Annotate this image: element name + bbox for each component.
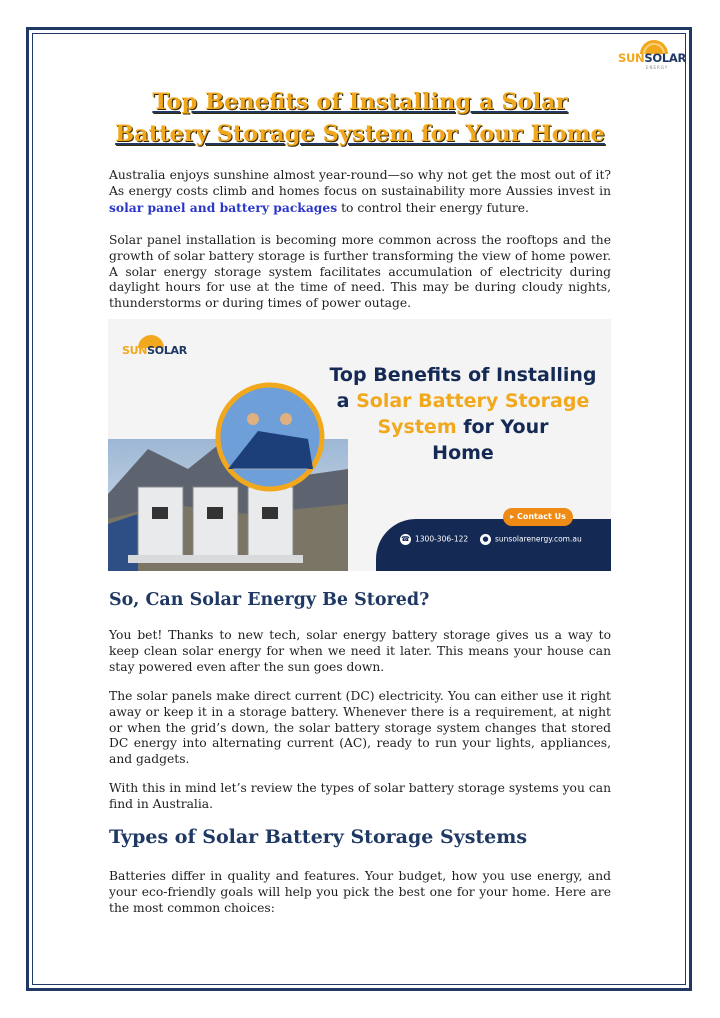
contact-us-button: ▸ Contact Us xyxy=(503,508,573,526)
chevron-right-icon: ▸ xyxy=(510,512,517,521)
brand-logo xyxy=(618,38,688,78)
battery-cabinets-icon xyxy=(128,487,303,563)
banner-phone: ☎ 1300-306-122 xyxy=(401,534,469,544)
banner-title: Top Benefits of Installing a Solar Battery Storage System for Your Home xyxy=(329,364,597,464)
section1-paragraph-1: You bet! Thanks to new tech, solar energy battery storage gives us a way to keep clean solar energy for when we need it later. This means your house can stay powered even after the sun goes down. xyxy=(109,628,611,674)
globe-icon: ● xyxy=(480,534,491,545)
intro-paragraph-2: Solar panel installation is becoming more common across the rooftops and the growth of solar battery storage is further transforming the view of home power. A solar energy storage system facilitates accumulation of electricity during daylight hours for use at the time of need. This may be during cloudy nights, thunderstorms or during times of power outage. xyxy=(109,233,611,311)
heading-types-of-storage: Types of Solar Battery Storage Systems xyxy=(109,826,528,848)
section1-paragraph-2: The solar panels make direct current (DC) electricity. You can either use it right away or keep it in a storage battery. Whenever there is a requirement, at night or when the grid’s down, the solar battery storage system changes that stored DC energy into alternating current (AC), ready to run your lights, appliances, and gadgets. xyxy=(109,689,611,767)
document-title: Top Benefits of Installing a Solar Battery Storage System for Your Home xyxy=(115,89,605,147)
section2-paragraph-1: Batteries differ in quality and features. Your budget, how you use energy, and your eco-friendly goals will help you pick the best one for your home. Here are the most common choices: xyxy=(109,869,611,915)
logo-wordmark: SUNSOLAR xyxy=(618,51,687,65)
banner-website: ● sunsolarenergy.com.au xyxy=(480,534,582,545)
banner-logo: SUNSOLAR xyxy=(122,334,182,370)
heading-can-solar-be-stored: So, Can Solar Energy Be Stored? xyxy=(109,590,430,610)
hero-banner-image xyxy=(108,319,611,571)
intro-paragraph-1: Australia enjoys sunshine almost year-round—so why not get the most out of it? As energy costs climb and homes focus on sustainability more Aussies invest in solar panel and battery packages to control their energy future. xyxy=(109,168,611,215)
banner-contact-strip xyxy=(376,519,611,571)
installers-circle-image xyxy=(218,385,322,489)
logo-tagline: ENERGY xyxy=(646,65,669,70)
section1-paragraph-3: With this in mind let’s review the types of solar battery storage systems you can find in Australia. xyxy=(109,781,611,811)
phone-icon: ☎ xyxy=(401,535,410,543)
solar-packages-link[interactable]: solar panel and battery packages xyxy=(109,199,338,215)
